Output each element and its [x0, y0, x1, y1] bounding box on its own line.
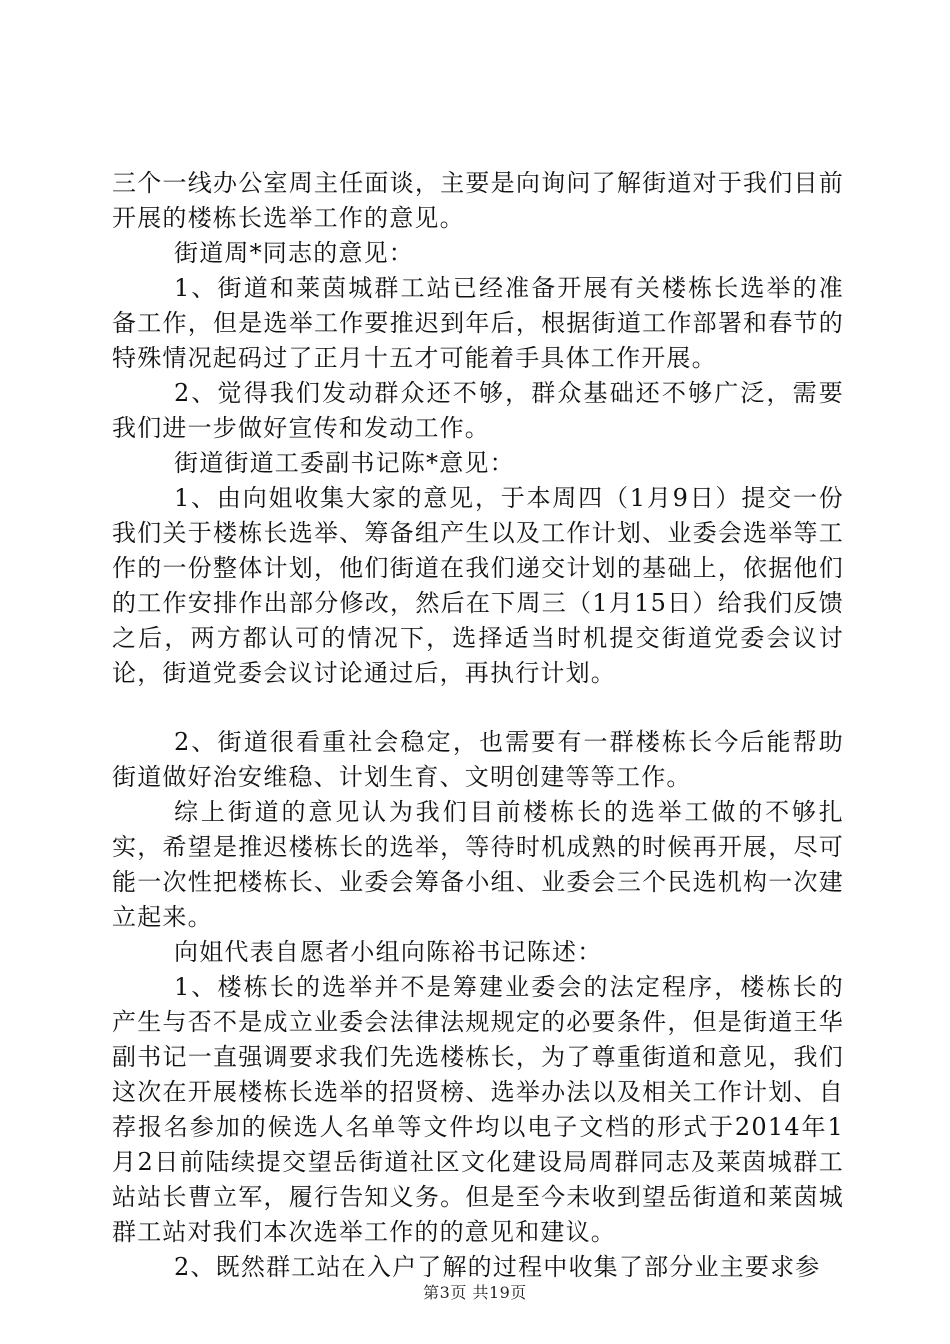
paragraph-opinion-heading-zhou: 街道周*同志的意见：	[174, 239, 414, 267]
paragraph-summary: 综上街道的意见认为我们目前楼栋长的选举工做的不够扎实，希望是推迟楼栋长的选举，等待时机成熟的时候再开展，尽可能一次性把楼栋长、业委会筹备小组、业委会三个民选机构一次建立起来。	[112, 798, 844, 931]
page-number-footer: 第3页 共19页	[423, 1283, 527, 1302]
paragraph-statement-heading: 向姐代表自愿者小组向陈裕书记陈述：	[174, 938, 603, 966]
document-body	[112, 166, 844, 1285]
paragraph-spacer	[112, 691, 844, 725]
paragraph-zhou-point-1: 1、街道和莱茵城群工站已经准备开展有关楼栋长选举的准备工作，但是选举工作要推迟到年后，根据街道工作部署和春节的特殊情况起码过了正月十五才可能着手具体工作开展。	[112, 274, 844, 372]
paragraph-opinion-heading-chen: 街道街道工委副书记陈*意见：	[174, 449, 515, 477]
paragraph-chen-point-1: 1、由向姐收集大家的意见，于本周四（1月9日）提交一份我们关于楼栋长选举、筹备组产生以及工作计划、业委会选举等工作的一份整体计划，他们街道在我们递交计划的基础上，依据他们的工作安排作出部分修改，然后在下周三（1月15日）给我们反馈之后，两方都认可的情况下，选择适当时机提交街道党委会议讨论，街道党委会议讨论通过后，再执行计划。	[112, 484, 844, 687]
paragraph-continuation: 三个一线办公室周主任面谈，主要是向询问了解街道对于我们目前开展的楼栋长选举工作的意见。	[112, 169, 844, 232]
paragraph-statement-point-1: 1、楼栋长的选举并不是筹建业委会的法定程序，楼栋长的产生与否不是成立业委会法律法规规定的必要条件，但是街道王华副书记一直强调要求我们先选楼栋长，为了尊重街道和意见，我们这次在开展楼栋长选举的招贤榜、选举办法以及相关工作计划、自荐报名参加的候选人名单等文件均以电子文档的形式于2014年1月2日前陆续提交望岳街道社区文化建设局周群同志及莱茵城群工站站长曹立军，履行告知义务。但是至今未收到望岳街道和莱茵城群工站对我们本次选举工作的的意见和建议。	[112, 973, 844, 1246]
paragraph-zhou-point-2: 2、觉得我们发动群众还不够，群众基础还不够广泛，需要我们进一步做好宣传和发动工作。	[112, 379, 844, 442]
paragraph-chen-point-2: 2、街道很看重社会稳定，也需要有一群楼栋长今后能帮助街道做好治安维稳、计划生育、文明创建等等工作。	[112, 728, 844, 791]
paragraph-statement-point-2: 2、既然群工站在入户了解的过程中收集了部分业主要求参	[174, 1253, 821, 1281]
